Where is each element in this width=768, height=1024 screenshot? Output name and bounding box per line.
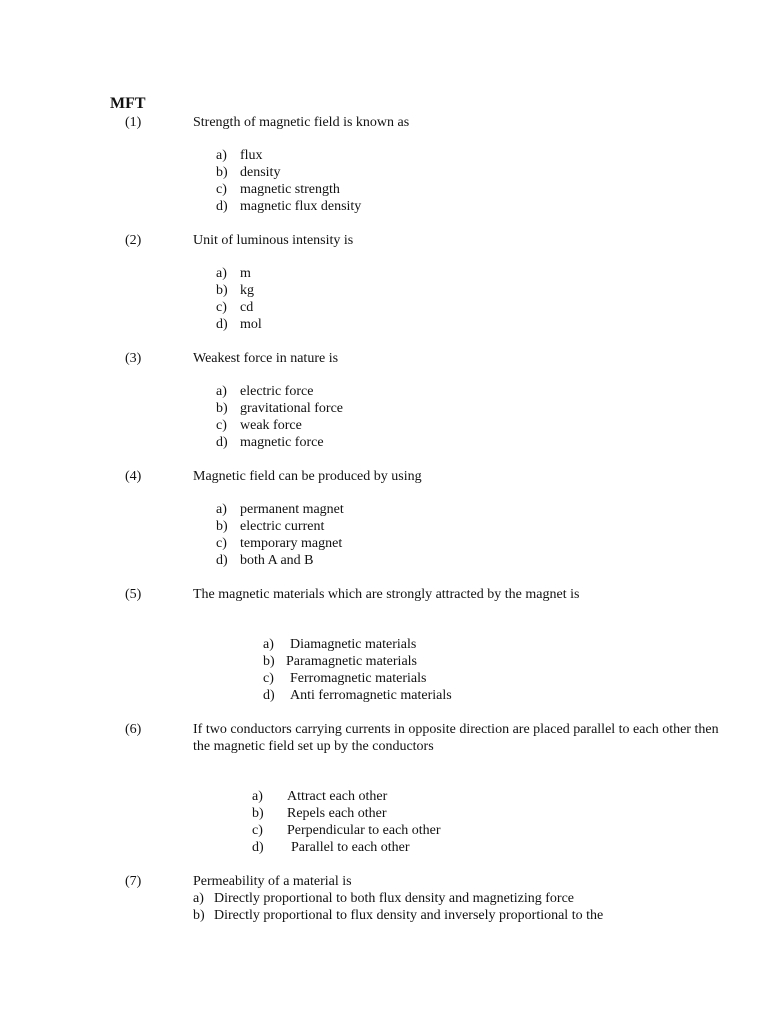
option-text: temporary magnet [240,536,343,551]
option-text: both A and B [240,553,314,568]
option-letter: c) [216,300,227,315]
option-text: Ferromagnetic materials [290,671,427,686]
question-text: Unit of luminous intensity is [193,233,354,248]
option-letter: a) [252,789,263,804]
option-letter: b) [216,519,228,534]
option-text: Anti ferromagnetic materials [290,688,452,703]
option-text: Parallel to each other [291,840,410,855]
question-text: Magnetic field can be produced by using [193,469,422,484]
question-number: (7) [125,874,142,889]
option-letter: d) [216,553,228,568]
option-letter: b) [252,806,264,821]
option-text: Directly proportional to both flux density and magnetizing force [214,891,575,906]
option-letter: a) [263,637,274,652]
option-text: magnetic flux density [240,199,362,214]
option-letter: b) [216,283,228,298]
option-letter: a) [216,148,227,163]
question-text: Permeability of a material is [193,874,352,889]
option-text: m [240,266,251,281]
option-letter: a) [216,266,227,281]
question-number: (5) [125,587,142,602]
question-number: (3) [125,351,142,366]
option-text: kg [240,283,254,298]
option-letter: b) [216,165,228,180]
option-text: mol [240,317,262,332]
option-text: electric force [240,384,314,399]
option-letter: d) [216,317,228,332]
option-letter: a) [193,891,204,906]
question-number: (1) [125,115,142,130]
option-letter: c) [216,418,227,433]
option-text: magnetic strength [240,182,340,197]
question-number: (6) [125,722,142,737]
option-text: Attract each other [287,789,388,804]
option-text: Perpendicular to each other [287,823,441,838]
option-letter: d) [216,435,228,450]
document-title: MFT [110,95,146,112]
option-text: Repels each other [287,806,387,821]
option-letter: c) [216,536,227,551]
option-letter: d) [252,840,264,855]
option-letter: b) [216,401,228,416]
option-letter: d) [216,199,228,214]
question-text: Weakest force in nature is [193,351,339,366]
option-letter: c) [252,823,263,838]
question-text: The magnetic materials which are strongly attracted by the magnet is [193,587,580,602]
option-text: Paramagnetic materials [286,654,417,669]
option-text: permanent magnet [240,502,344,517]
option-letter: b) [193,908,205,923]
option-letter: c) [216,182,227,197]
option-text: Directly proportional to flux density and inversely proportional to the [214,908,604,923]
option-letter: c) [263,671,274,686]
option-text: density [240,165,281,180]
option-text: electric current [240,519,325,534]
option-text: Diamagnetic materials [290,637,417,652]
option-text: weak force [240,418,302,433]
option-text: magnetic force [240,435,324,450]
option-letter: a) [216,502,227,517]
option-text: gravitational force [240,401,344,416]
option-letter: d) [263,688,275,703]
question-number: (2) [125,233,142,248]
option-letter: a) [216,384,227,399]
option-text: cd [240,300,254,315]
question-text: Strength of magnetic field is known as [193,115,410,130]
question-text: If two conductors carrying currents in opposite direction are placed parallel to each other then the magnetic field set up by the conductors [193,722,719,754]
question-number: (4) [125,469,142,484]
option-text: flux [240,148,263,163]
option-letter: b) [263,654,275,669]
